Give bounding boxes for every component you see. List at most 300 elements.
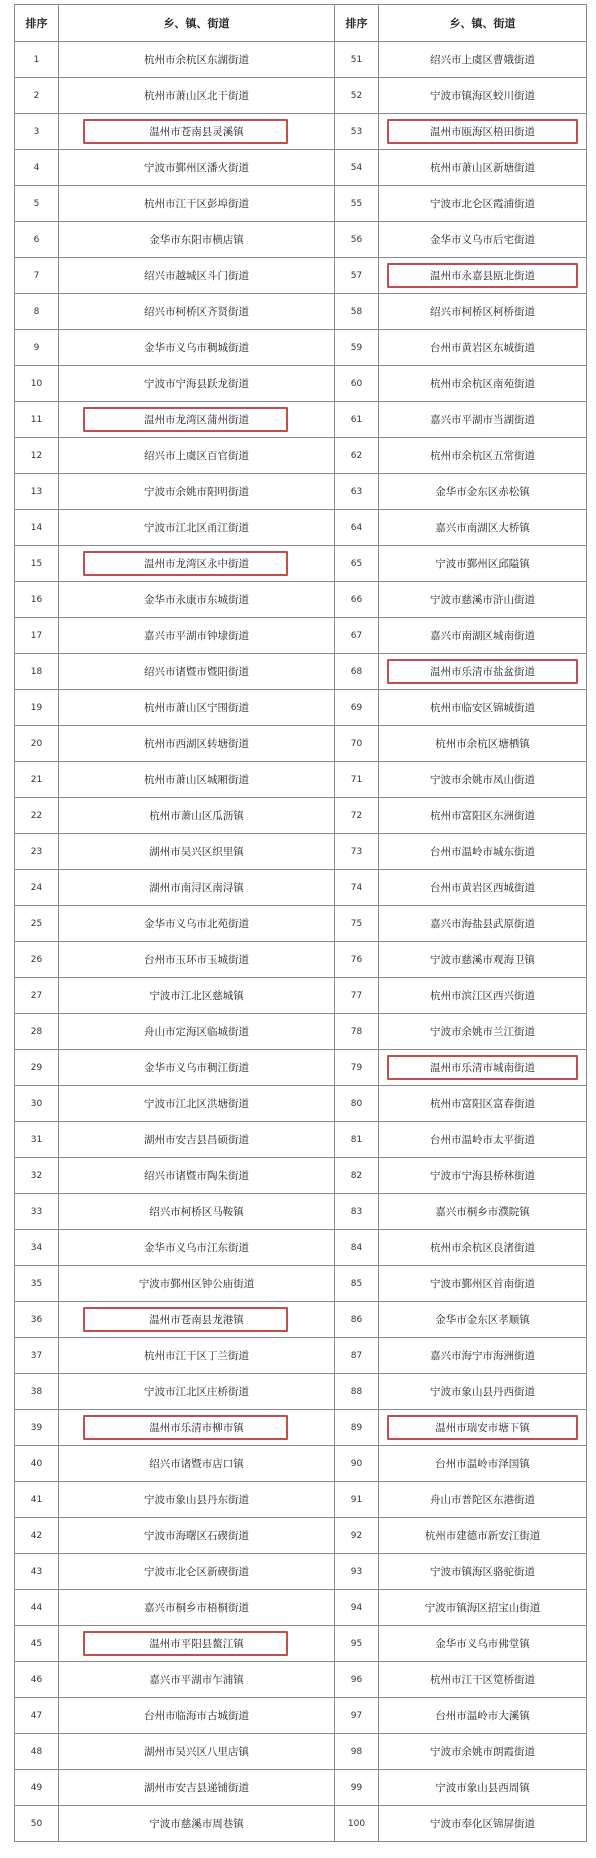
rank-cell-right: 68 xyxy=(335,654,379,690)
town-cell-right xyxy=(379,1482,587,1518)
town-cell-right xyxy=(379,1410,587,1446)
town-cell-left xyxy=(59,222,335,258)
rank-cell-left: 49 xyxy=(15,1770,59,1806)
town-cell-left xyxy=(59,690,335,726)
town-cell-left-text: 宁波市象山县丹东街道 xyxy=(144,1494,249,1506)
rank-cell-left: 17 xyxy=(15,618,59,654)
rank-cell-left: 48 xyxy=(15,1734,59,1770)
town-cell-left-text: 宁波市鄞州区潘火街道 xyxy=(144,162,249,174)
town-cell-right xyxy=(379,1446,587,1482)
rank-cell-right: 69 xyxy=(335,690,379,726)
town-cell-left-text: 绍兴市诸暨市陶朱街道 xyxy=(144,1170,249,1182)
town-cell-right xyxy=(379,546,587,582)
town-cell-left xyxy=(59,78,335,114)
table-row xyxy=(15,1410,587,1446)
rank-cell-right: 52 xyxy=(335,78,379,114)
town-cell-left xyxy=(59,1086,335,1122)
town-cell-left-text: 台州市临海市古城街道 xyxy=(144,1710,249,1722)
town-cell-right-text: 宁波市镇海区招宝山街道 xyxy=(424,1602,541,1614)
rank-cell-right: 85 xyxy=(335,1266,379,1302)
town-cell-right xyxy=(379,330,587,366)
town-cell-right xyxy=(379,1734,587,1770)
table-row xyxy=(15,294,587,330)
table-row xyxy=(15,834,587,870)
table-row xyxy=(15,762,587,798)
town-cell-left xyxy=(59,330,335,366)
town-cell-right-text: 温州市瓯海区梧田街道 xyxy=(430,126,535,138)
town-cell-left xyxy=(59,510,335,546)
town-cell-left-text: 杭州市江干区彭埠街道 xyxy=(144,198,249,210)
rank-cell-right: 88 xyxy=(335,1374,379,1410)
table-row xyxy=(15,1194,587,1230)
table-row xyxy=(15,1806,587,1842)
town-cell-left-text: 金华市义乌市稠江街道 xyxy=(144,1062,249,1074)
town-cell-left-text: 台州市玉环市玉城街道 xyxy=(144,954,249,966)
town-cell-right xyxy=(379,1806,587,1842)
town-cell-right-text: 杭州市余杭区五常街道 xyxy=(430,450,535,462)
town-cell-left xyxy=(59,1158,335,1194)
town-cell-right xyxy=(379,618,587,654)
table-row xyxy=(15,1482,587,1518)
town-cell-left-text: 宁波市宁海县跃龙街道 xyxy=(144,378,249,390)
rank-cell-right: 93 xyxy=(335,1554,379,1590)
town-cell-right-text: 金华市金东区赤松镇 xyxy=(435,486,530,498)
table-row xyxy=(15,1374,587,1410)
town-cell-left-text: 绍兴市柯桥区齐贤街道 xyxy=(144,306,249,318)
rank-cell-left: 37 xyxy=(15,1338,59,1374)
town-cell-left-text: 杭州市萧山区城厢街道 xyxy=(144,774,249,786)
town-cell-right-text: 宁波市北仑区霞浦街道 xyxy=(430,198,535,210)
rank-cell-left: 18 xyxy=(15,654,59,690)
town-cell-right-text: 宁波市镇海区骆驼街道 xyxy=(430,1566,535,1578)
town-cell-left xyxy=(59,618,335,654)
town-cell-right xyxy=(379,1518,587,1554)
town-cell-left xyxy=(59,1770,335,1806)
town-cell-right-text: 温州市乐清市盐盆街道 xyxy=(430,666,535,678)
town-cell-right xyxy=(379,1626,587,1662)
town-cell-left xyxy=(59,654,335,690)
rank-cell-left: 11 xyxy=(15,402,59,438)
rank-cell-left: 35 xyxy=(15,1266,59,1302)
town-cell-right-text: 绍兴市柯桥区柯桥街道 xyxy=(430,306,535,318)
table-row xyxy=(15,978,587,1014)
town-cell-left xyxy=(59,1698,335,1734)
town-cell-right-text: 杭州市临安区锦城街道 xyxy=(430,702,535,714)
rank-cell-left: 23 xyxy=(15,834,59,870)
town-cell-right-text: 宁波市鄞州区首南街道 xyxy=(430,1278,535,1290)
table-row xyxy=(15,690,587,726)
town-cell-left xyxy=(59,1410,335,1446)
rank-cell-left: 19 xyxy=(15,690,59,726)
rank-cell-left: 26 xyxy=(15,942,59,978)
town-cell-right-text: 台州市温岭市太平街道 xyxy=(430,1134,535,1146)
rank-cell-right: 86 xyxy=(335,1302,379,1338)
rank-cell-right: 57 xyxy=(335,258,379,294)
rank-cell-right: 84 xyxy=(335,1230,379,1266)
town-cell-left xyxy=(59,834,335,870)
town-cell-left-text: 杭州市江干区丁兰街道 xyxy=(144,1350,249,1362)
town-cell-left xyxy=(59,798,335,834)
rank-cell-left: 1 xyxy=(15,42,59,78)
rank-cell-right: 82 xyxy=(335,1158,379,1194)
table-row xyxy=(15,942,587,978)
town-cell-right xyxy=(379,366,587,402)
rank-cell-right: 94 xyxy=(335,1590,379,1626)
town-cell-right xyxy=(379,762,587,798)
town-cell-left-text: 宁波市北仑区新碶街道 xyxy=(144,1566,249,1578)
rank-cell-right: 54 xyxy=(335,150,379,186)
rank-cell-left: 13 xyxy=(15,474,59,510)
rank-cell-right: 72 xyxy=(335,798,379,834)
rank-cell-right: 74 xyxy=(335,870,379,906)
town-cell-right-text: 台州市温岭市泽国镇 xyxy=(435,1458,530,1470)
table-row xyxy=(15,1554,587,1590)
town-cell-right xyxy=(379,402,587,438)
rank-cell-right: 95 xyxy=(335,1626,379,1662)
town-cell-left-text: 宁波市余姚市阳明街道 xyxy=(144,486,249,498)
table-row xyxy=(15,1734,587,1770)
rank-cell-right: 63 xyxy=(335,474,379,510)
table-row xyxy=(15,1770,587,1806)
header-name-left: 乡、镇、街道 xyxy=(59,5,335,42)
town-cell-right xyxy=(379,258,587,294)
rank-cell-left: 25 xyxy=(15,906,59,942)
town-cell-right xyxy=(379,222,587,258)
town-cell-left xyxy=(59,42,335,78)
table-row xyxy=(15,1446,587,1482)
rank-cell-right: 78 xyxy=(335,1014,379,1050)
town-cell-left-text: 宁波市江北区甬江街道 xyxy=(144,522,249,534)
table-row xyxy=(15,1122,587,1158)
town-cell-left-text: 绍兴市诸暨市店口镇 xyxy=(149,1458,244,1470)
town-cell-left-text: 金华市东阳市横店镇 xyxy=(149,234,244,246)
town-cell-left-text: 宁波市海曙区石碶街道 xyxy=(144,1530,249,1542)
rank-cell-left: 9 xyxy=(15,330,59,366)
town-cell-right-text: 嘉兴市桐乡市濮院镇 xyxy=(435,1206,530,1218)
town-cell-left xyxy=(59,1518,335,1554)
table-row xyxy=(15,78,587,114)
town-cell-left xyxy=(59,114,335,150)
town-cell-left xyxy=(59,1446,335,1482)
table-row xyxy=(15,726,587,762)
table-row xyxy=(15,1698,587,1734)
table-row xyxy=(15,1014,587,1050)
town-cell-left-text: 湖州市安吉县递铺街道 xyxy=(144,1782,249,1794)
town-cell-left-text: 杭州市萧山区瓜沥镇 xyxy=(149,810,244,822)
town-cell-right xyxy=(379,150,587,186)
rank-cell-left: 38 xyxy=(15,1374,59,1410)
header-rank-left: 排序 xyxy=(15,5,59,42)
table-row xyxy=(15,1518,587,1554)
town-cell-left-text: 宁波市江北区庄桥街道 xyxy=(144,1386,249,1398)
town-cell-right xyxy=(379,1662,587,1698)
table-row xyxy=(15,1338,587,1374)
table-row xyxy=(15,1158,587,1194)
town-cell-right-text: 宁波市宁海县桥林街道 xyxy=(430,1170,535,1182)
rank-cell-right: 64 xyxy=(335,510,379,546)
town-cell-right-text: 金华市义乌市后宅街道 xyxy=(430,234,535,246)
table-row xyxy=(15,1662,587,1698)
town-cell-right-text: 嘉兴市南湖区大桥镇 xyxy=(435,522,530,534)
town-cell-right-text: 杭州市余杭区南苑街道 xyxy=(430,378,535,390)
table-row xyxy=(15,618,587,654)
town-cell-right xyxy=(379,186,587,222)
town-cell-left-text: 金华市义乌市稠城街道 xyxy=(144,342,249,354)
rank-cell-left: 33 xyxy=(15,1194,59,1230)
table-row xyxy=(15,330,587,366)
table-row xyxy=(15,1266,587,1302)
town-cell-left-text: 金华市永康市东城街道 xyxy=(144,594,249,606)
town-cell-right-text: 宁波市镇海区蛟川街道 xyxy=(430,90,535,102)
town-cell-right-text: 金华市金东区孝顺镇 xyxy=(435,1314,530,1326)
rank-cell-right: 60 xyxy=(335,366,379,402)
town-cell-right xyxy=(379,1554,587,1590)
table-row xyxy=(15,1086,587,1122)
town-cell-left-text: 温州市苍南县龙港镇 xyxy=(149,1314,244,1326)
town-cell-right-text: 温州市乐清市城南街道 xyxy=(430,1062,535,1074)
rank-cell-left: 15 xyxy=(15,546,59,582)
town-cell-right xyxy=(379,1158,587,1194)
town-cell-left-text: 杭州市萧山区北干街道 xyxy=(144,90,249,102)
town-cell-right xyxy=(379,438,587,474)
town-cell-left xyxy=(59,1194,335,1230)
town-cell-left xyxy=(59,402,335,438)
rank-cell-left: 40 xyxy=(15,1446,59,1482)
rank-cell-left: 3 xyxy=(15,114,59,150)
town-cell-left xyxy=(59,294,335,330)
town-cell-left-text: 温州市龙湾区永中街道 xyxy=(144,558,249,570)
town-cell-right-text: 台州市黄岩区东城街道 xyxy=(430,342,535,354)
rank-cell-left: 42 xyxy=(15,1518,59,1554)
table-row xyxy=(15,222,587,258)
town-cell-left-text: 温州市龙湾区蒲州街道 xyxy=(144,414,249,426)
town-cell-left xyxy=(59,258,335,294)
table-row xyxy=(15,42,587,78)
town-cell-right xyxy=(379,834,587,870)
town-cell-right xyxy=(379,1230,587,1266)
rank-cell-right: 58 xyxy=(335,294,379,330)
town-cell-right xyxy=(379,870,587,906)
rank-cell-left: 30 xyxy=(15,1086,59,1122)
town-cell-left xyxy=(59,582,335,618)
rank-cell-left: 4 xyxy=(15,150,59,186)
town-cell-left xyxy=(59,474,335,510)
town-cell-right-text: 杭州市余杭区良渚街道 xyxy=(430,1242,535,1254)
rank-cell-right: 91 xyxy=(335,1482,379,1518)
table-row xyxy=(15,1626,587,1662)
rank-cell-left: 22 xyxy=(15,798,59,834)
town-cell-right-text: 宁波市慈溪市浒山街道 xyxy=(430,594,535,606)
rank-cell-left: 44 xyxy=(15,1590,59,1626)
rank-cell-left: 29 xyxy=(15,1050,59,1086)
rank-cell-right: 92 xyxy=(335,1518,379,1554)
town-cell-right-text: 宁波市余姚市朗霞街道 xyxy=(430,1746,535,1758)
rank-cell-left: 32 xyxy=(15,1158,59,1194)
rank-cell-right: 59 xyxy=(335,330,379,366)
town-cell-right xyxy=(379,294,587,330)
table-row xyxy=(15,510,587,546)
table-row xyxy=(15,1590,587,1626)
town-cell-left xyxy=(59,186,335,222)
town-cell-right-text: 宁波市余姚市凤山街道 xyxy=(430,774,535,786)
town-cell-right xyxy=(379,1014,587,1050)
header-name-right: 乡、镇、街道 xyxy=(379,5,587,42)
rank-cell-left: 14 xyxy=(15,510,59,546)
ranking-table xyxy=(14,4,587,1842)
rank-cell-right: 51 xyxy=(335,42,379,78)
town-cell-right-text: 舟山市普陀区东港街道 xyxy=(430,1494,535,1506)
town-cell-right xyxy=(379,1122,587,1158)
town-cell-left-text: 宁波市慈溪市周巷镇 xyxy=(149,1818,244,1830)
town-cell-left-text: 宁波市江北区慈城镇 xyxy=(149,990,244,1002)
table-row xyxy=(15,582,587,618)
rank-cell-left: 21 xyxy=(15,762,59,798)
town-cell-left xyxy=(59,1554,335,1590)
town-cell-left xyxy=(59,366,335,402)
town-cell-right-text: 宁波市象山县西周镇 xyxy=(435,1782,530,1794)
rank-cell-left: 7 xyxy=(15,258,59,294)
town-cell-right-text: 台州市温岭市大溪镇 xyxy=(435,1710,530,1722)
town-cell-left-text: 绍兴市诸暨市暨阳街道 xyxy=(144,666,249,678)
rank-cell-left: 5 xyxy=(15,186,59,222)
rank-cell-right: 67 xyxy=(335,618,379,654)
table-header-row xyxy=(15,5,587,42)
town-cell-left xyxy=(59,150,335,186)
town-cell-left xyxy=(59,1482,335,1518)
town-cell-left-text: 宁波市鄞州区钟公庙街道 xyxy=(138,1278,255,1290)
rank-cell-right: 70 xyxy=(335,726,379,762)
town-cell-left-text: 绍兴市越城区斗门街道 xyxy=(144,270,249,282)
rank-cell-left: 8 xyxy=(15,294,59,330)
town-cell-right-text: 杭州市富阳区富春街道 xyxy=(430,1098,535,1110)
town-cell-left xyxy=(59,1302,335,1338)
town-cell-right-text: 宁波市鄞州区邱隘镇 xyxy=(435,558,530,570)
rank-cell-left: 34 xyxy=(15,1230,59,1266)
rank-cell-left: 39 xyxy=(15,1410,59,1446)
town-cell-right-text: 杭州市滨江区西兴街道 xyxy=(430,990,535,1002)
town-cell-right xyxy=(379,582,587,618)
town-cell-left-text: 嘉兴市桐乡市梧桐街道 xyxy=(144,1602,249,1614)
town-cell-left xyxy=(59,1734,335,1770)
table-row xyxy=(15,798,587,834)
town-cell-left-text: 杭州市西湖区转塘街道 xyxy=(144,738,249,750)
town-cell-right xyxy=(379,42,587,78)
town-cell-left-text: 嘉兴市平湖市钟埭街道 xyxy=(144,630,249,642)
rank-cell-right: 77 xyxy=(335,978,379,1014)
town-cell-left xyxy=(59,1626,335,1662)
rank-cell-right: 89 xyxy=(335,1410,379,1446)
town-cell-left-text: 舟山市定海区临城街道 xyxy=(144,1026,249,1038)
rank-cell-right: 81 xyxy=(335,1122,379,1158)
town-cell-left-text: 绍兴市上虞区百官街道 xyxy=(144,450,249,462)
town-cell-left-text: 杭州市余杭区东湖街道 xyxy=(144,54,249,66)
town-cell-right-text: 温州市永嘉县瓯北街道 xyxy=(430,270,535,282)
rank-cell-left: 12 xyxy=(15,438,59,474)
rank-cell-right: 98 xyxy=(335,1734,379,1770)
town-cell-left xyxy=(59,438,335,474)
rank-cell-right: 53 xyxy=(335,114,379,150)
table-row xyxy=(15,258,587,294)
rank-cell-left: 45 xyxy=(15,1626,59,1662)
table-row xyxy=(15,654,587,690)
rank-cell-left: 27 xyxy=(15,978,59,1014)
table-body xyxy=(15,42,587,1842)
town-cell-right xyxy=(379,1194,587,1230)
town-cell-right-text: 宁波市余姚市兰江街道 xyxy=(430,1026,535,1038)
town-cell-right xyxy=(379,654,587,690)
rank-cell-right: 97 xyxy=(335,1698,379,1734)
rank-cell-left: 31 xyxy=(15,1122,59,1158)
table-row xyxy=(15,906,587,942)
town-cell-left-text: 温州市乐清市柳市镇 xyxy=(149,1422,244,1434)
town-cell-left xyxy=(59,942,335,978)
table-row xyxy=(15,1230,587,1266)
rank-cell-right: 62 xyxy=(335,438,379,474)
town-cell-right xyxy=(379,114,587,150)
town-cell-left-text: 绍兴市柯桥区马鞍镇 xyxy=(149,1206,244,1218)
town-cell-right xyxy=(379,1050,587,1086)
town-cell-left-text: 湖州市吴兴区八里店镇 xyxy=(144,1746,249,1758)
header-rank-right: 排序 xyxy=(335,5,379,42)
rank-cell-left: 10 xyxy=(15,366,59,402)
town-cell-left xyxy=(59,906,335,942)
rank-cell-right: 79 xyxy=(335,1050,379,1086)
rank-cell-left: 2 xyxy=(15,78,59,114)
town-cell-left xyxy=(59,870,335,906)
rank-cell-left: 43 xyxy=(15,1554,59,1590)
rank-cell-left: 20 xyxy=(15,726,59,762)
table-row xyxy=(15,474,587,510)
town-cell-right xyxy=(379,474,587,510)
town-cell-left-text: 湖州市南浔区南浔镇 xyxy=(149,882,244,894)
table-row xyxy=(15,114,587,150)
town-cell-right-text: 嘉兴市南湖区城南街道 xyxy=(430,630,535,642)
town-cell-left xyxy=(59,762,335,798)
town-cell-right-text: 嘉兴市海宁市海洲街道 xyxy=(430,1350,535,1362)
town-cell-left-text: 杭州市萧山区宁围街道 xyxy=(144,702,249,714)
rank-cell-right: 65 xyxy=(335,546,379,582)
rank-cell-left: 46 xyxy=(15,1662,59,1698)
town-cell-left xyxy=(59,1590,335,1626)
rank-cell-right: 73 xyxy=(335,834,379,870)
table-row xyxy=(15,366,587,402)
town-cell-right xyxy=(379,1770,587,1806)
town-cell-right-text: 嘉兴市平湖市当湖街道 xyxy=(430,414,535,426)
town-cell-right xyxy=(379,1590,587,1626)
town-cell-right xyxy=(379,1338,587,1374)
ranking-table-container xyxy=(14,4,586,1842)
town-cell-right-text: 杭州市富阳区东洲街道 xyxy=(430,810,535,822)
rank-cell-right: 80 xyxy=(335,1086,379,1122)
rank-cell-right: 99 xyxy=(335,1770,379,1806)
rank-cell-right: 100 xyxy=(335,1806,379,1842)
town-cell-right-text: 台州市温岭市城东街道 xyxy=(430,846,535,858)
rank-cell-right: 56 xyxy=(335,222,379,258)
town-cell-left xyxy=(59,1050,335,1086)
town-cell-right xyxy=(379,1302,587,1338)
town-cell-right xyxy=(379,1698,587,1734)
town-cell-right-text: 嘉兴市海盐县武原街道 xyxy=(430,918,535,930)
rank-cell-right: 76 xyxy=(335,942,379,978)
rank-cell-right: 66 xyxy=(335,582,379,618)
town-cell-left xyxy=(59,726,335,762)
town-cell-right-text: 杭州市建德市新安江街道 xyxy=(424,1530,541,1542)
rank-cell-left: 36 xyxy=(15,1302,59,1338)
rank-cell-right: 87 xyxy=(335,1338,379,1374)
rank-cell-left: 50 xyxy=(15,1806,59,1842)
town-cell-left xyxy=(59,546,335,582)
town-cell-right-text: 温州市瑞安市塘下镇 xyxy=(435,1422,530,1434)
